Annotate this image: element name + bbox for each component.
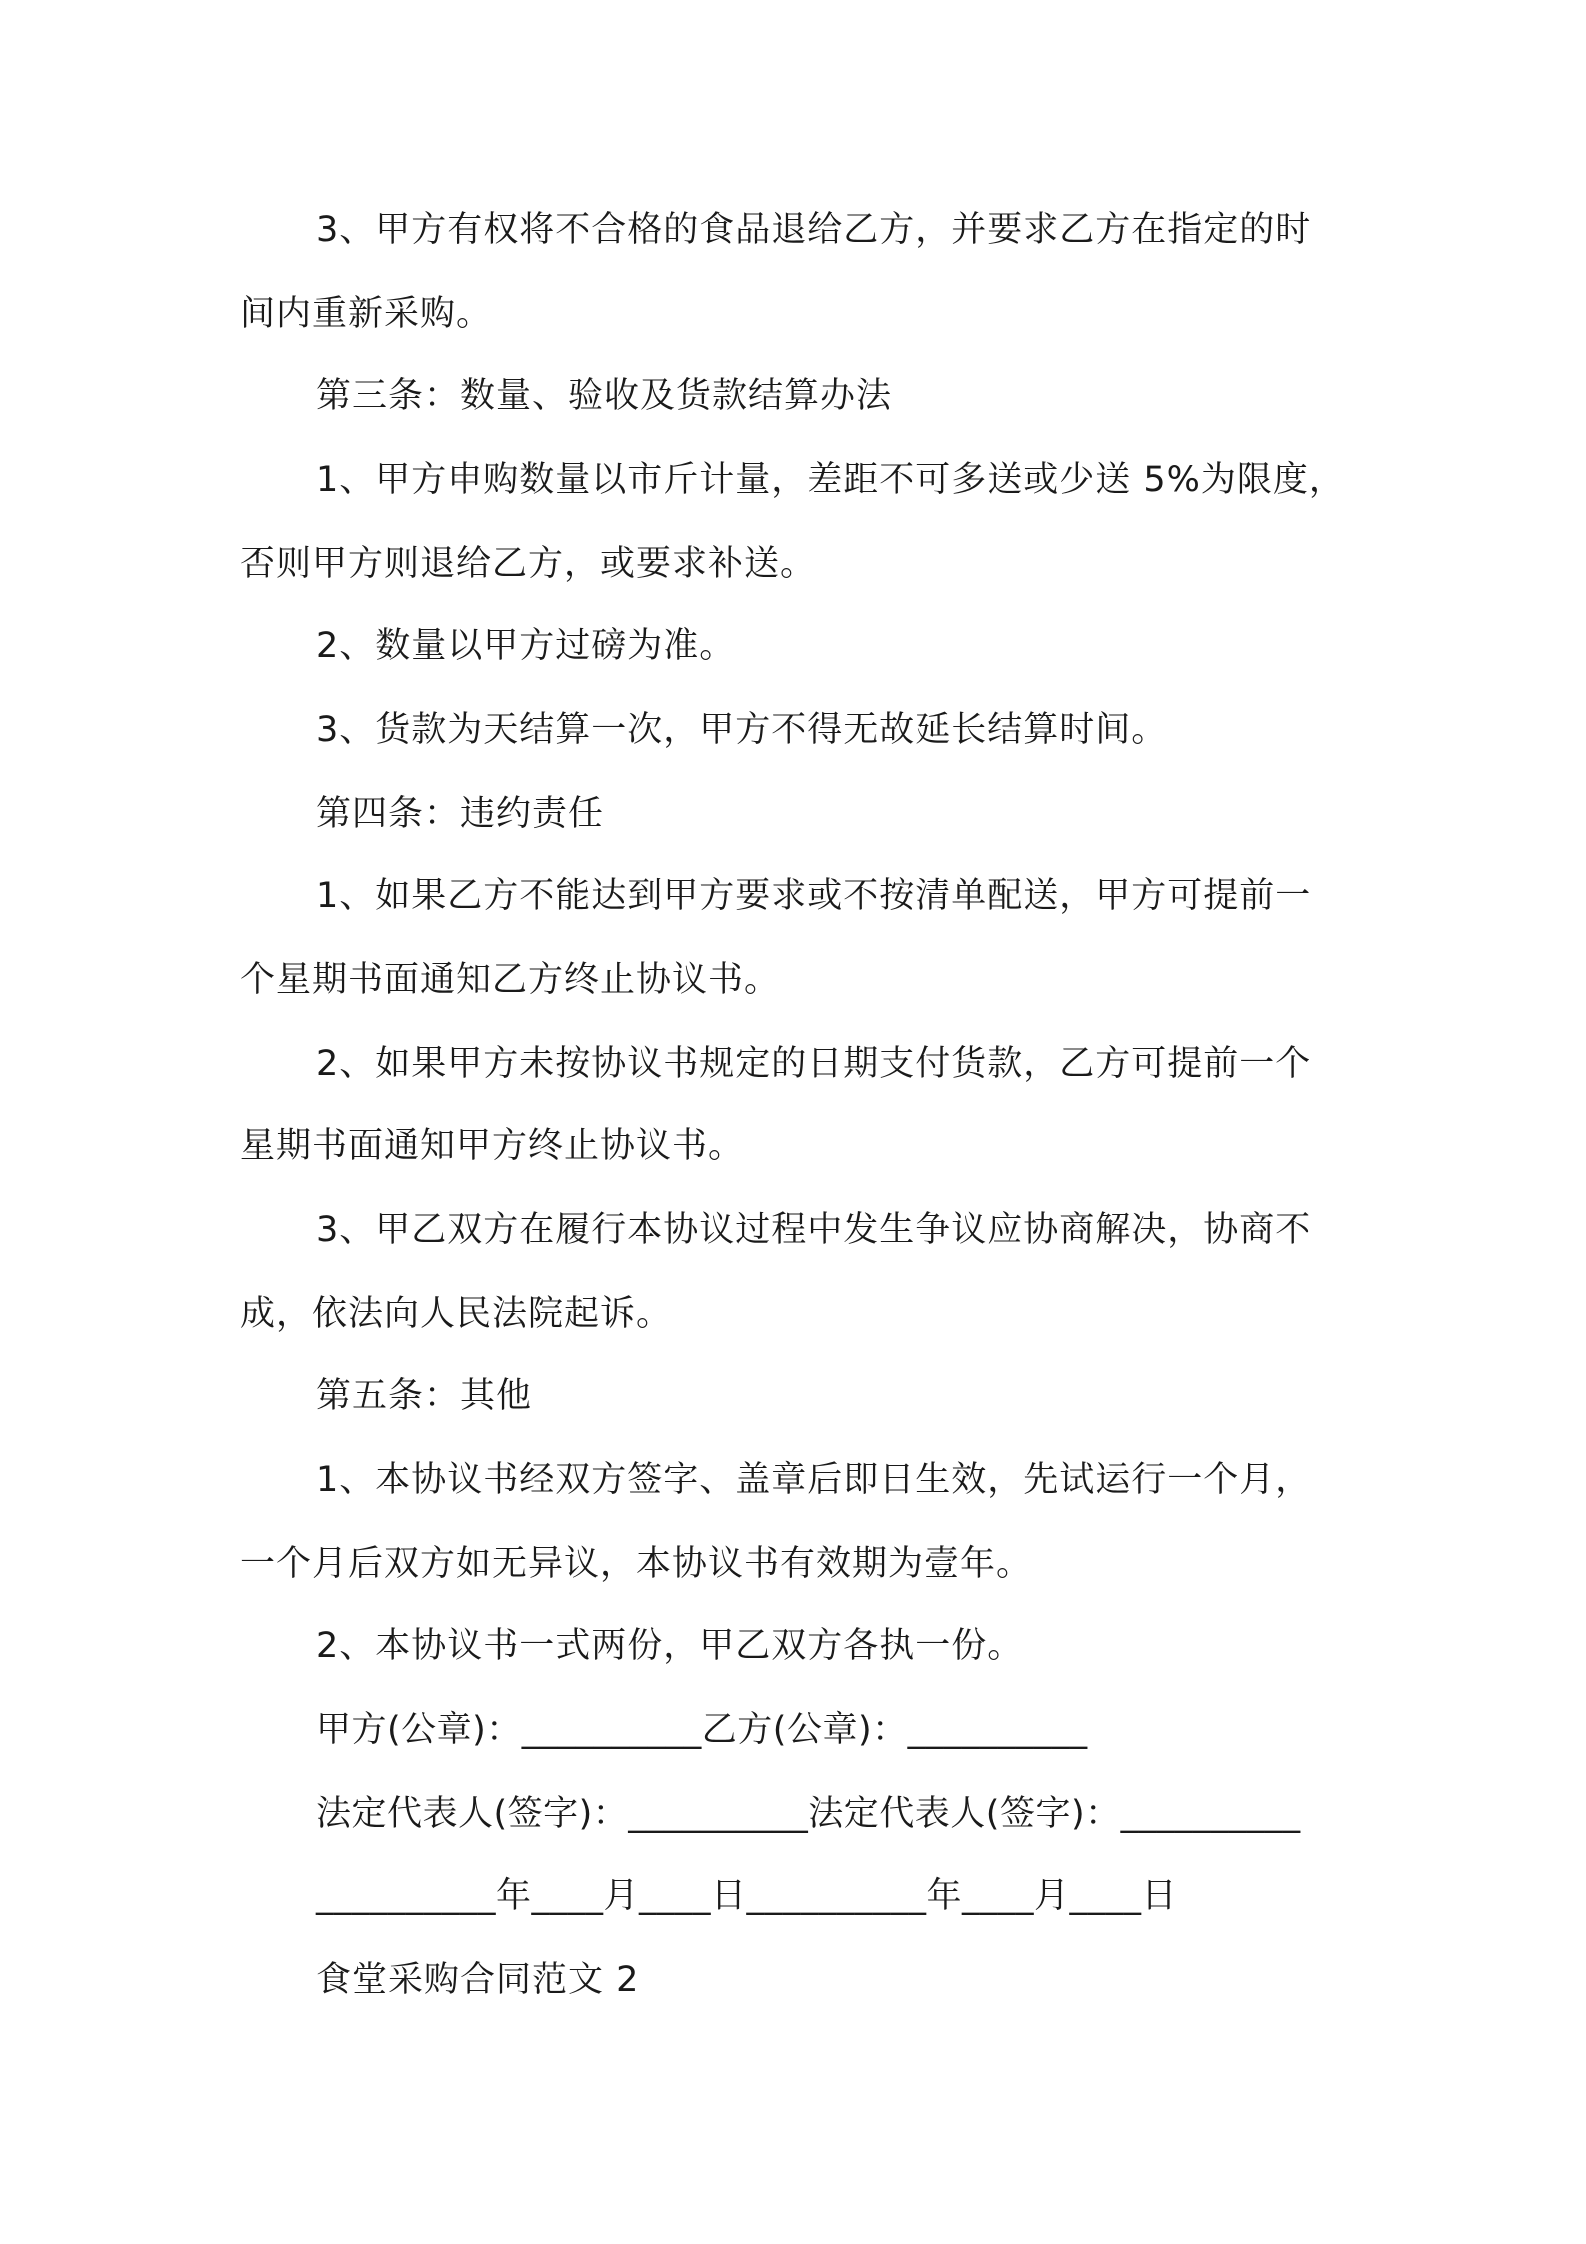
section-heading: 第五条：其他 — [316, 1376, 533, 1416]
paragraph-line: 1、本协议书经双方签字、盖章后即日生效，先试运行一个月， — [316, 1460, 1312, 1500]
paragraph-line: 一个月后双方如无异议，本协议书有效期为壹年。 — [240, 1544, 1033, 1584]
paragraph-line: 1、甲方申购数量以市斤计量，差距不可多送或少送 5%为限度， — [316, 460, 1345, 500]
paragraph-line: 3、货款为天结算一次，甲方不得无故延长结算时间。 — [316, 710, 1168, 750]
paragraph-line: 否则甲方则退给乙方，或要求补送。 — [240, 544, 817, 584]
paragraph-line: 2、本协议书一式两份，甲乙双方各执一份。 — [316, 1626, 1024, 1666]
paragraph-line: 星期书面通知甲方终止协议书。 — [240, 1126, 745, 1166]
paragraph-line: 3、甲乙双方在履行本协议过程中发生争议应协商解决，协商不 — [316, 1210, 1312, 1250]
signature-line-representative: 法定代表人(签字)：__________法定代表人(签字)：__________ — [316, 1794, 1301, 1834]
paragraph-line: 3、甲方有权将不合格的食品退给乙方，并要求乙方在指定的时 — [316, 210, 1312, 250]
paragraph-line: 间内重新采购。 — [240, 294, 493, 334]
paragraph-line: 2、如果甲方未按协议书规定的日期支付货款，乙方可提前一个 — [316, 1044, 1312, 1084]
paragraph-line: 个星期书面通知乙方终止协议书。 — [240, 960, 781, 1000]
next-document-title: 食堂采购合同范文 2 — [316, 1960, 640, 2000]
signature-line-seal: 甲方(公章)：__________乙方(公章)：__________ — [316, 1710, 1088, 1750]
signature-line-date: __________年____月____日__________年____月____日 — [316, 1876, 1178, 1916]
section-heading: 第四条：违约责任 — [316, 794, 605, 834]
paragraph-line: 1、如果乙方不能达到甲方要求或不按清单配送，甲方可提前一 — [316, 876, 1312, 916]
paragraph-line: 2、数量以甲方过磅为准。 — [316, 626, 736, 666]
section-heading: 第三条：数量、验收及货款结算办法 — [316, 376, 893, 416]
paragraph-line: 成，依法向人民法院起诉。 — [240, 1294, 673, 1334]
